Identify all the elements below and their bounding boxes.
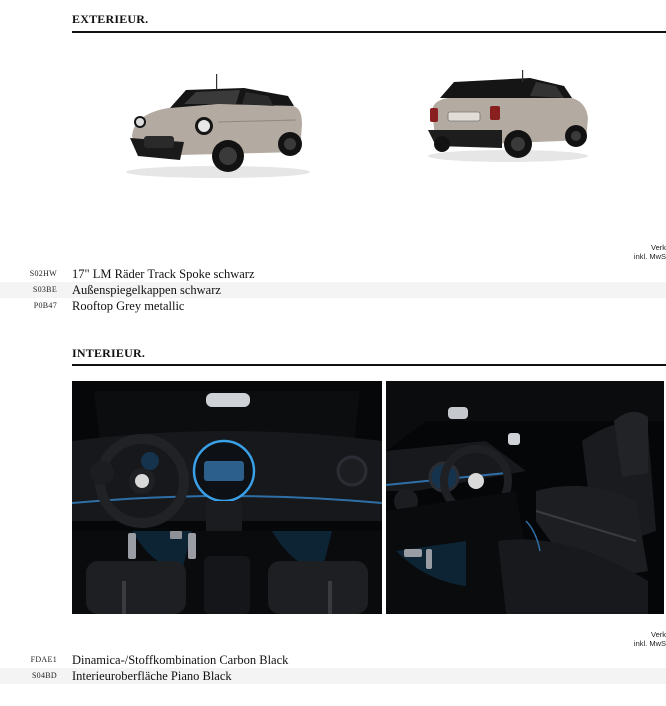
interior-section-title: INTERIEUR. bbox=[72, 346, 146, 360]
option-code: P0B47 bbox=[33, 301, 57, 310]
option-name: Interieuroberfläche Piano Black bbox=[72, 669, 232, 683]
interior-cockpit-image bbox=[72, 381, 382, 614]
option-name: 17" LM Räder Track Spoke schwarz bbox=[72, 267, 255, 281]
exterior-divider bbox=[72, 31, 666, 33]
option-row bbox=[0, 266, 666, 282]
option-code: S04BD bbox=[31, 671, 57, 680]
option-name: Rooftop Grey metallic bbox=[72, 299, 185, 313]
option-name: Dinamica-/Stoffkombination Carbon Black bbox=[72, 653, 289, 667]
interior-divider bbox=[72, 364, 666, 366]
option-row bbox=[0, 668, 666, 684]
interior-price-note bbox=[634, 630, 666, 648]
exterior-rear-view-image bbox=[426, 70, 592, 166]
price-note-line: Verk bbox=[650, 243, 666, 252]
price-note-line: inkl. MwS bbox=[633, 252, 666, 261]
option-code: S03BE bbox=[32, 285, 57, 294]
option-row bbox=[0, 298, 666, 314]
exterior-front-view-image bbox=[118, 72, 318, 184]
price-note-line: Verk bbox=[650, 630, 666, 639]
price-note-line: inkl. MwS bbox=[633, 639, 666, 648]
option-name: Außenspiegelkappen schwarz bbox=[72, 283, 221, 297]
option-code: FDAE1 bbox=[30, 655, 57, 664]
interior-side-image bbox=[386, 381, 664, 614]
option-row bbox=[0, 282, 666, 298]
option-row bbox=[0, 652, 666, 668]
exterior-section-title: EXTERIEUR. bbox=[72, 12, 149, 26]
exterior-price-note bbox=[634, 243, 666, 261]
option-code: S02HW bbox=[29, 269, 57, 278]
